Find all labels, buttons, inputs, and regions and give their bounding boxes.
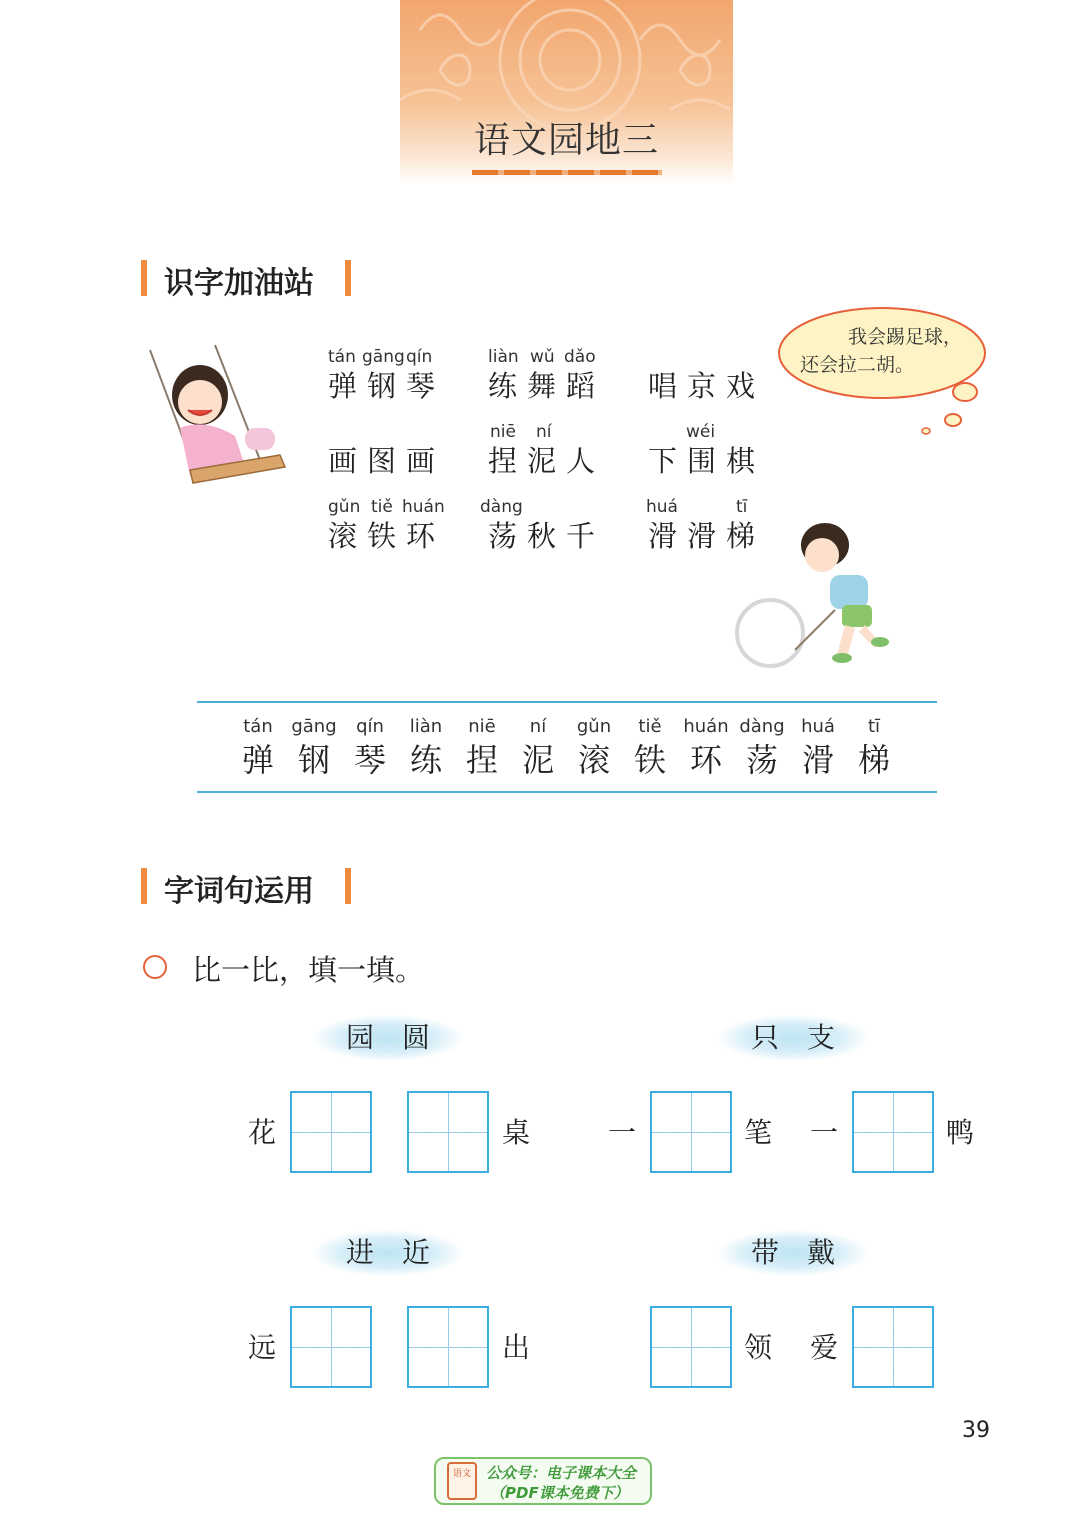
hanzi: 捏泥人	[488, 444, 606, 478]
hanzi: 荡秋千	[488, 519, 606, 553]
answer-box[interactable]	[290, 1091, 372, 1173]
watermark-line1: 公众号：电子课本大全	[486, 1464, 637, 1482]
title-underline	[472, 170, 662, 175]
answer-box[interactable]	[650, 1091, 732, 1173]
pinyin: wéi	[686, 422, 716, 442]
char-pair: 园圆	[313, 1015, 463, 1061]
context-char: 出	[502, 1331, 531, 1364]
hanzi: 练舞蹈	[488, 369, 606, 403]
answer-box[interactable]	[407, 1306, 489, 1388]
section-bar-left	[141, 260, 147, 296]
hanzi: 唱京戏	[648, 369, 766, 403]
exercise-instruction: 比一比，填一填。	[192, 953, 425, 987]
highlight-top-line	[197, 701, 937, 703]
highlight-char: liàn 练	[409, 716, 443, 779]
highlight-char: niē 捏	[465, 716, 498, 779]
context-char: 桌	[502, 1116, 531, 1149]
context-char: 爱	[810, 1331, 839, 1364]
boy-hoop-illustration	[730, 515, 900, 670]
context-char: 一	[608, 1116, 637, 1149]
pinyin: huá tī	[646, 497, 748, 517]
hanzi: 下围棋	[648, 444, 766, 478]
hanzi: 滚铁环	[328, 519, 446, 553]
book-icon: 语文	[447, 1462, 477, 1500]
answer-box[interactable]	[852, 1306, 934, 1388]
section-bar-right	[345, 260, 351, 296]
highlight-char: tī 梯	[857, 716, 890, 779]
word-item	[328, 346, 478, 404]
highlight-char: huán 环	[683, 716, 729, 779]
highlight-char: dàng 荡	[739, 716, 785, 779]
pinyin: niē ní	[490, 422, 552, 442]
word-item	[328, 421, 478, 479]
highlight-char: tán 弹	[241, 716, 274, 779]
page-number: 39	[962, 1418, 990, 1443]
char-pair: 带戴	[718, 1230, 868, 1276]
context-char: 远	[248, 1331, 277, 1364]
context-char: 领	[744, 1331, 773, 1364]
section-title-usage: 字词句运用	[164, 874, 314, 909]
hanzi: 弹钢琴	[328, 369, 446, 403]
watermark-line2: （PDF课本免费下）	[490, 1484, 629, 1502]
highlight-char: gāng 钢	[291, 716, 337, 779]
highlight-char: ní 泥	[521, 716, 554, 779]
section-bar-left	[141, 868, 147, 904]
context-char: 笔	[744, 1116, 773, 1149]
hanzi: 滑滑梯	[648, 519, 766, 553]
context-char: 鸭	[946, 1116, 975, 1149]
section-title-literacy: 识字加油站	[164, 266, 314, 301]
pinyin: liàn wǔ dǎo	[488, 347, 596, 367]
word-item	[480, 496, 638, 554]
pinyin	[328, 421, 478, 443]
hanzi: 画图画	[328, 444, 446, 478]
highlight-char: huá 滑	[801, 716, 835, 779]
answer-box[interactable]	[852, 1091, 934, 1173]
bubble-text: 我会踢足球， 还会拉二胡。	[800, 326, 963, 376]
highlight-bottom-line	[197, 791, 937, 793]
page-title: 语文园地三	[473, 120, 659, 161]
highlight-char: qín 琴	[353, 716, 386, 779]
word-item	[488, 346, 638, 404]
word-item	[328, 496, 478, 554]
highlight-char: gǔn 滚	[576, 716, 612, 779]
pinyin: gǔn tiě huán	[328, 497, 445, 517]
answer-box[interactable]	[407, 1091, 489, 1173]
char-pair: 进近	[313, 1230, 463, 1276]
answer-box[interactable]	[650, 1306, 732, 1388]
answer-box[interactable]	[290, 1306, 372, 1388]
context-char: 花	[248, 1116, 277, 1149]
word-item	[488, 421, 638, 479]
section-bar-right	[345, 868, 351, 904]
pinyin: tán gāng qín	[328, 347, 433, 367]
context-char: 一	[810, 1116, 839, 1149]
exercise-circle-icon	[143, 955, 167, 979]
pinyin: dàng	[480, 497, 523, 517]
highlight-char: tiě 铁	[633, 716, 666, 779]
girl-swing-illustration	[140, 340, 290, 500]
char-pair: 只支	[718, 1015, 868, 1061]
